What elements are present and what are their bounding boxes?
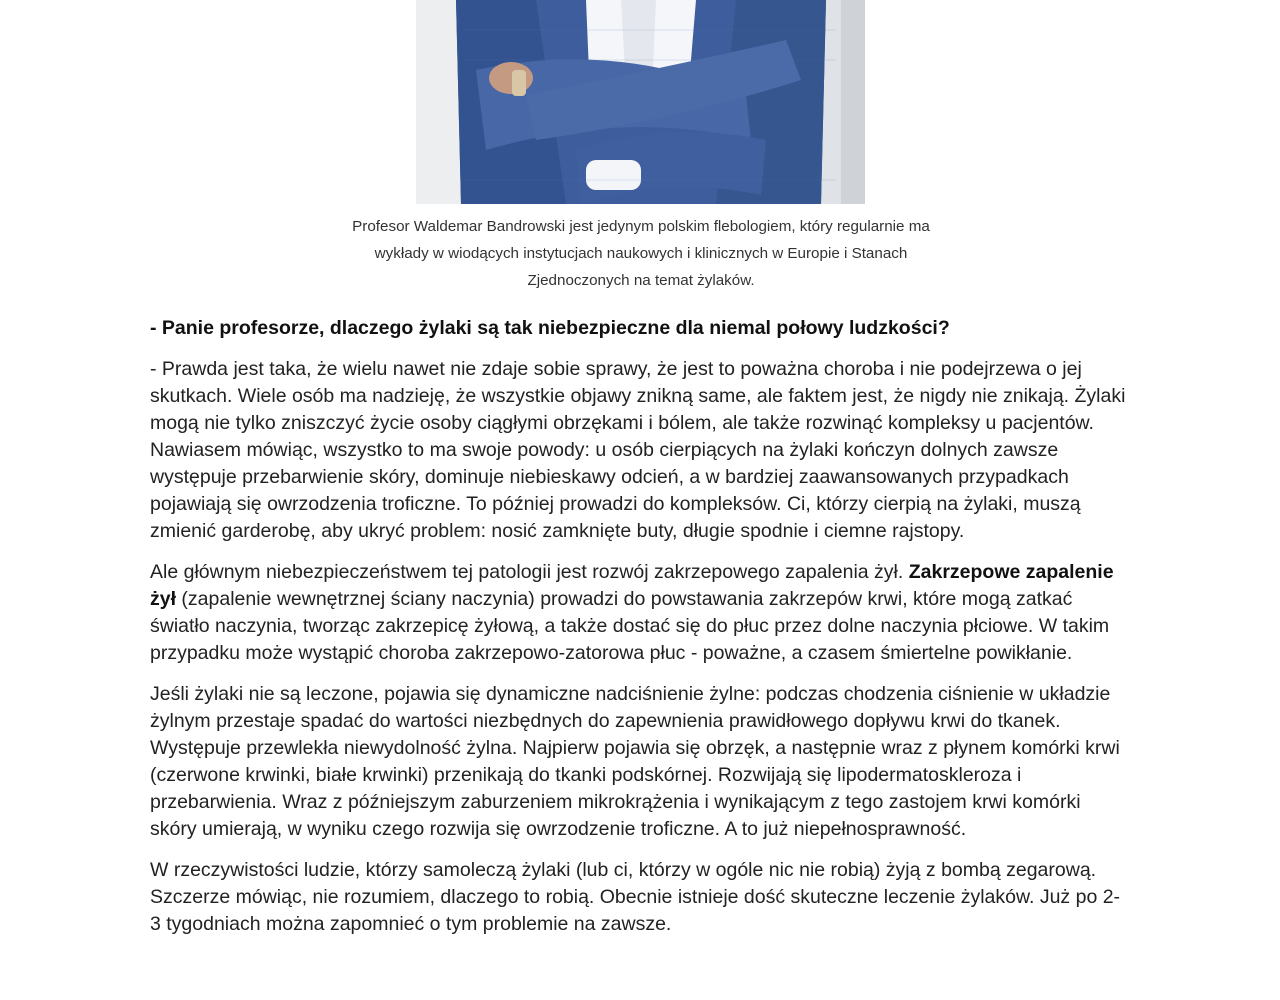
answer-paragraph-1: - Prawda jest taka, że wielu nawet nie zdaje sobie sprawy, że jest to poważna choroba i nie podejrzewa o jej skutkach. Wiele osób ma nadzieję, że wszystkie objawy znikną same, ale faktem jest, że nigdy nie znikają. Żylaki mogą nie tylko zniszczyć życie osoby ciągłymi obrzękami i bólem, ale także rozwinąć kompleksy u pacjentów. Nawiasem mówiąc, wszystko to ma swoje powody: u osób cierpiących na żylaki kończyn dolnych zawsze występuje przebarwienie skóry, dominuje niebieskawy odcień, a w bardziej zaawansowanych przypadkach pojawiają się owrzodzenia troficzne. To później prowadzi do kompleksów. Ci, którzy cierpią na żylaki, muszą zmienić garderobę, aby ukryć problem: nosić zamknięte buty, długie spodnie i ciemne rajstopy. [150, 358, 1126, 542]
caption-line: wykłady w wiodących instytucjach naukowych i klinicznych w Europie i Stanach [374, 245, 908, 262]
article [150, 0, 1130, 938]
answer-paragraph-4: W rzeczywistości ludzie, którzy samoleczą żylaki (lub ci, którzy w ogóle nic nie robią) żyją z bombą zegarową. Szczerze mówiąc, nie rozumiem, dlaczego to robią. Obecnie istnieje dość skuteczne leczenie żylaków. Już po 2-3 tygodniach można zapomnieć o tym problemie na zawsze. [150, 859, 1121, 935]
photo-caption [331, 213, 951, 294]
doctor-figure [150, 0, 1130, 294]
answer-paragraph-3: Jeśli żylaki nie są leczone, pojawia się dynamiczne nadciśnienie żylne: podczas chodzenia ciśnienie w układzie żylnym przestaje spadać do wartości niezbędnych do zapewnienia prawidłowego dopływu krwi do tkanek. Występuje przewlekła niewydolność żylna. Najpierw pojawia się obrzęk, a następnie wraz z płynem komórki krwi (czerwone krwinki, białe krwinki) przenikają do tkanki podskórnej. Rozwijają się lipodermatoskleroza i przebarwienia. Wraz z późniejszym zaburzeniem mikrokrążenia i wynikającym z tego zastojem krwi komórki skóry umierają, w wyniku czego rozwija się owrzodzenie troficzne. A to już niepełnosprawność. [150, 683, 1120, 840]
answer-2-bold-term: Zakrzepowe zapalenie żył [150, 561, 1114, 610]
interview-question: - Panie profesorze, dlaczego żylaki są tak niebezpieczne dla niemal połowy ludzkości? [150, 317, 950, 339]
doctor-photo [416, 0, 865, 204]
answer-paragraph-2 [150, 559, 1130, 667]
caption-line: Zjednoczonych na temat żylaków. [527, 272, 755, 289]
answer-2-text-start: Ale głównym niebezpieczeństwem tej patologii jest rozwój zakrzepowego zapalenia żył. [150, 561, 909, 583]
answer-2-text-end: (zapalenie wewnętrznej ściany naczynia) prowadzi do powstawania zakrzepów krwi, które mogą zatkać światło naczynia, tworząc zakrzepicę żyłową, a także dostać się do płuc przez dolne naczynia płciowe. W takim przypadku może wystąpić choroba zakrzepowo-zatorowa płuc - poważne, a czasem śmiertelne powikłanie. [150, 588, 1110, 664]
caption-line: Profesor Waldemar Bandrowski jest jedynym polskim flebologiem, który regularnie ma [352, 218, 930, 235]
